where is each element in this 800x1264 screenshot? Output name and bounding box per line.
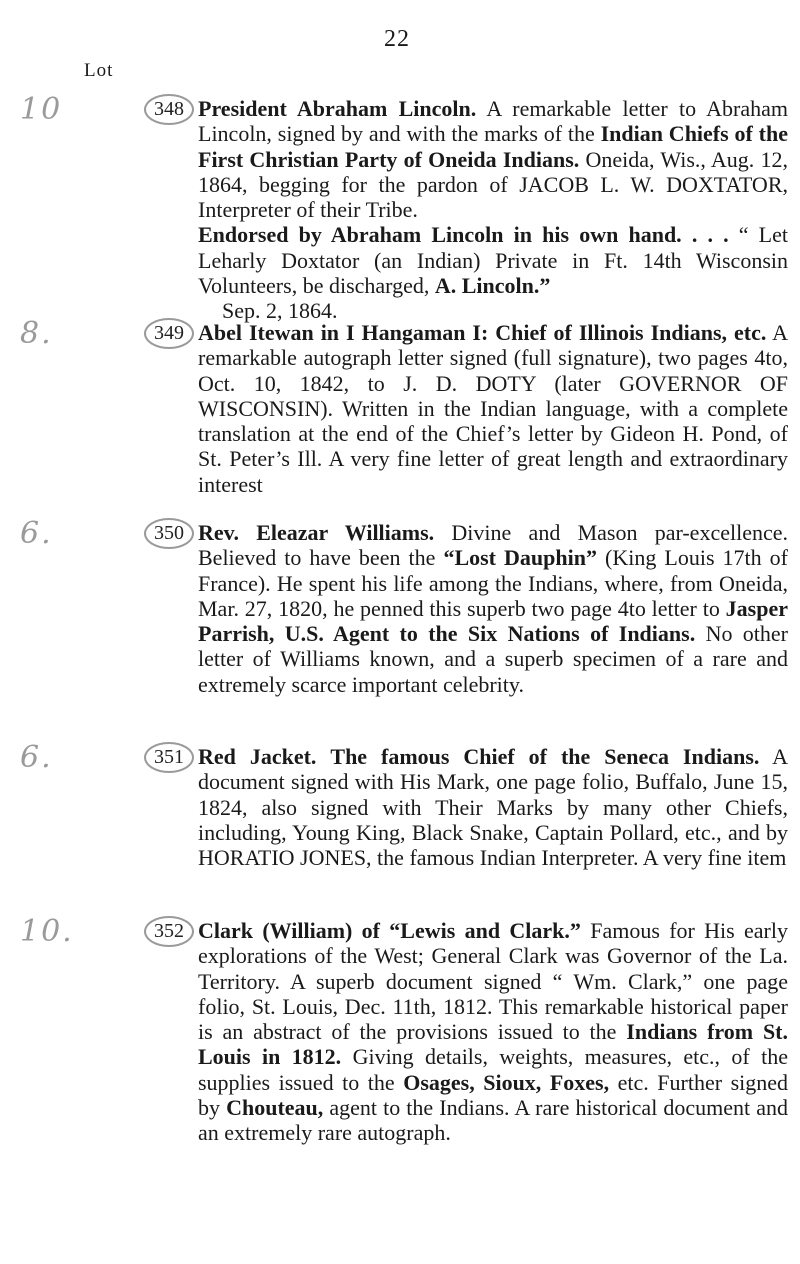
lot-body-bold: Jasper Parrish, U.S. Agent to the Six Nations of Indians. bbox=[198, 595, 788, 647]
lot-body-bold: Indian Chiefs of the First Christian Party of Oneida Indians. bbox=[198, 121, 789, 172]
lot-description bbox=[198, 520, 788, 697]
lot-body: etc. Further signed by bbox=[198, 1069, 789, 1121]
lot-description bbox=[198, 96, 788, 324]
lot-body: A remarkable letter to Abraham Lincoln, signed by and with the marks of the bbox=[198, 96, 788, 147]
lot-body: Famous for His early explorations of the West; General Clark was Governor of the La. Territory. A superb document signed “ Wm. Clark,” one page folio, St. Louis, Dec. 11th, 1812. This remarkable historical paper is an abstract of the provisions issued to the bbox=[198, 918, 788, 1045]
lot-heading: Rev. Eleazar Williams. bbox=[198, 520, 435, 545]
handwritten-price-note: 10 bbox=[20, 92, 63, 127]
lot-body: (King Louis 17th of France). He spent his life among the Indians, where, from Oneida, Mar. 27, 1820, he penned this superb two page 4to letter to bbox=[198, 545, 789, 621]
lot-margin bbox=[6, 516, 226, 564]
lot-body-bold: Osages, Sioux, Foxes, bbox=[403, 1069, 610, 1095]
handwritten-price-note: 10. bbox=[20, 914, 74, 949]
lot-heading: Abel Itewan in I Hangaman I: Chief of Illinois Indians, etc. bbox=[198, 320, 767, 345]
lot-body-bold: Chouteau, bbox=[226, 1095, 324, 1121]
lot-margin bbox=[6, 914, 226, 962]
lot-endorsement: Endorsed by Abraham Lincoln in his own hand. . . . bbox=[198, 222, 729, 248]
handwritten-price-note: 6. bbox=[20, 740, 53, 775]
page-number: 22 bbox=[384, 26, 410, 52]
lot-margin bbox=[6, 316, 226, 364]
lot-body: No other letter of Williams known, and a superb specimen of a rare and extremely scarce important celebrity. bbox=[198, 621, 789, 697]
lot-heading: Red Jacket. bbox=[198, 744, 317, 769]
lot-body-bold: Indians from St. Louis in 1812. bbox=[198, 1019, 789, 1070]
lot-description bbox=[198, 918, 788, 1146]
lot-column-header: Lot bbox=[84, 60, 114, 81]
handwritten-price-note: 8. bbox=[20, 316, 53, 351]
lot-body: A document signed with His Mark, one page folio, Buffalo, June 15, 1824, also signed with Their Marks by many other Chiefs, including, Young King, Black Snake, Captain Pollard, etc., and by HORATIO JONES, the famous Indian Interpreter. A very fine item bbox=[198, 744, 789, 871]
lot-margin bbox=[6, 92, 226, 140]
lot-number: 348 bbox=[144, 94, 194, 125]
lot-number: 351 bbox=[144, 742, 194, 773]
lot-number: 350 bbox=[144, 518, 194, 549]
lot-date: Sep. 2, 1864. bbox=[222, 298, 338, 324]
lot-body: Giving details, weights, measures, etc., of the supplies issued to the bbox=[198, 1044, 788, 1095]
lot-description bbox=[198, 744, 788, 870]
lot-body: Oneida, Wis., Aug. 12, 1864, begging for the pardon of JACOB L. W. DOXTATOR, Interpreter of their Tribe. bbox=[198, 146, 788, 223]
lot-body: Divine and Mason par-excellence. Believed to have been the bbox=[198, 520, 788, 571]
lot-body-bold: The famous Chief of the Seneca Indians. bbox=[330, 744, 760, 769]
lot-number: 349 bbox=[144, 318, 194, 349]
lot-heading: President Abraham Lincoln. bbox=[198, 96, 477, 121]
lot-body-bold: “Lost Dauphin” bbox=[443, 545, 597, 571]
lot-signature: A. Lincoln.” bbox=[434, 273, 551, 299]
lot-margin bbox=[6, 740, 226, 788]
lot-endorsement-quote: “ Let Leharly Doxtator (an Indian) Private in Ft. 14th Wisconsin Volunteers, be discharged, bbox=[198, 222, 788, 299]
lot-description bbox=[198, 320, 788, 497]
lot-body: A remarkable autograph letter signed (full signature), two pages 4to, Oct. 10, 1842, to J. D. DOTY (later GOVERNOR OF WISCONSIN). Written in the Indian language, with a complete translation at the end of the Chief’s letter by Gideon H. Pond, of St. Peter’s Ill. A very fine letter of great length and extraordinary interest bbox=[198, 320, 788, 497]
lot-number: 352 bbox=[144, 916, 194, 947]
lot-heading: Clark (William) of “Lewis and Clark.” bbox=[198, 918, 581, 943]
lot-body: agent to the Indians. A rare historical document and an extremely rare autograph. bbox=[198, 1095, 789, 1146]
handwritten-price-note: 6. bbox=[20, 516, 53, 551]
